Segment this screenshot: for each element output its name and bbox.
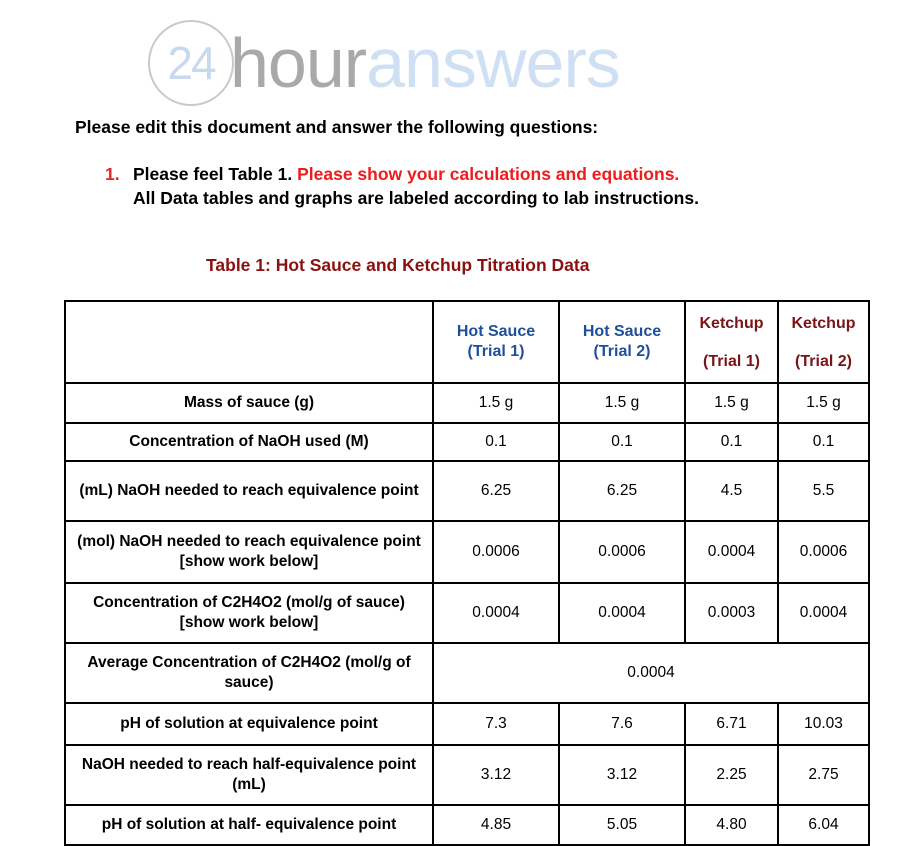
- row-label: (mL) NaOH needed to reach equivalence point: [65, 461, 433, 521]
- intro-text: Please edit this document and answer the following questions:: [75, 117, 599, 137]
- table-row: [65, 583, 869, 643]
- table-cell: 7.3: [433, 703, 559, 745]
- table-cell: 3.12: [433, 745, 559, 805]
- question-number: 1.: [105, 164, 120, 184]
- table-cell: 0.0006: [559, 521, 685, 583]
- header-row: [65, 301, 869, 383]
- table-cell: 0.0003: [685, 583, 778, 643]
- table-row: [65, 461, 869, 521]
- row-label: NaOH needed to reach half-equivalence point (mL): [65, 745, 433, 805]
- logo-hour: hour: [230, 24, 367, 102]
- table-cell: 2.25: [685, 745, 778, 805]
- header-line-1: Hot Sauce: [582, 323, 662, 340]
- table-cell: 1.5 g: [433, 383, 559, 423]
- table-cell: 6.71: [685, 703, 778, 745]
- table-cell: 3.12: [559, 745, 685, 805]
- row-label: Average Concentration of C2H4O2 (mol/g of sauce): [65, 643, 433, 703]
- average-concentration-cell: 0.0004: [433, 643, 869, 703]
- question-instruction: Please show your calculations and equations.: [297, 164, 680, 184]
- header-line-2: (Trial 2): [795, 353, 852, 370]
- table-row: [65, 423, 869, 461]
- table-cell: 0.0004: [559, 583, 685, 643]
- header-line-1: Ketchup: [699, 315, 764, 332]
- table-row: [65, 805, 869, 845]
- row-label: Concentration of NaOH used (M): [65, 423, 433, 461]
- table-cell: 6.25: [559, 461, 685, 521]
- table-cell: 0.0006: [778, 521, 869, 583]
- row-label: pH of solution at half- equivalence point: [65, 805, 433, 845]
- table-cell: 10.03: [778, 703, 869, 745]
- table-row: [65, 745, 869, 805]
- table-cell: 4.80: [685, 805, 778, 845]
- header-hot-sauce-trial-1: [433, 301, 559, 383]
- row-label: Mass of sauce (g): [65, 383, 433, 423]
- header-ketchup-trial-1: [685, 301, 778, 383]
- row-label: pH of solution at equivalence point: [65, 703, 433, 745]
- table-cell: 4.85: [433, 805, 559, 845]
- table-cell: 1.5 g: [778, 383, 869, 423]
- table-cell: 0.1: [778, 423, 869, 461]
- question-body: [133, 162, 699, 210]
- row-label: Concentration of C2H4O2 (mol/g of sauce) [show work below]: [65, 583, 433, 643]
- header-line-1: Hot Sauce: [456, 323, 536, 340]
- table-row: [65, 643, 869, 703]
- table-cell: 0.0004: [433, 583, 559, 643]
- table-row: [65, 521, 869, 583]
- table-cell: 1.5 g: [685, 383, 778, 423]
- titration-table: [64, 300, 870, 846]
- header-empty-cell: [65, 301, 433, 383]
- table-row: [65, 383, 869, 423]
- table-title: Table 1: Hot Sauce and Ketchup Titration Data: [206, 255, 590, 275]
- question-text: Please feel Table 1.: [133, 164, 293, 184]
- table-cell: 0.1: [433, 423, 559, 461]
- table-cell: 4.5: [685, 461, 778, 521]
- header-line-2: (Trial 2): [593, 343, 651, 360]
- table-cell: 6.25: [433, 461, 559, 521]
- table-cell: 0.0004: [778, 583, 869, 643]
- header-line-2: (Trial 1): [703, 353, 760, 370]
- table-cell: 7.6: [559, 703, 685, 745]
- table-cell: 6.04: [778, 805, 869, 845]
- table-cell: 0.1: [559, 423, 685, 461]
- header-line-1: Ketchup: [791, 315, 856, 332]
- logo-answers: answers: [366, 24, 620, 102]
- table-cell: 5.5: [778, 461, 869, 521]
- table-cell: 0.0006: [433, 521, 559, 583]
- logo-wordmark: [230, 24, 620, 102]
- logo-badge: 24: [148, 20, 234, 106]
- table-cell: 0.0004: [685, 521, 778, 583]
- header-line-2: (Trial 1): [467, 343, 525, 360]
- header-ketchup-trial-2: [778, 301, 869, 383]
- header-hot-sauce-trial-2: [559, 301, 685, 383]
- table-row: [65, 703, 869, 745]
- table-cell: 1.5 g: [559, 383, 685, 423]
- question-1: [105, 162, 699, 210]
- row-label: (mol) NaOH needed to reach equivalence point [show work below]: [65, 521, 433, 583]
- table-cell: 0.1: [685, 423, 778, 461]
- question-line-2: All Data tables and graphs are labeled according to lab instructions.: [133, 188, 699, 208]
- table-cell: 2.75: [778, 745, 869, 805]
- table-cell: 5.05: [559, 805, 685, 845]
- site-logo: [148, 18, 620, 108]
